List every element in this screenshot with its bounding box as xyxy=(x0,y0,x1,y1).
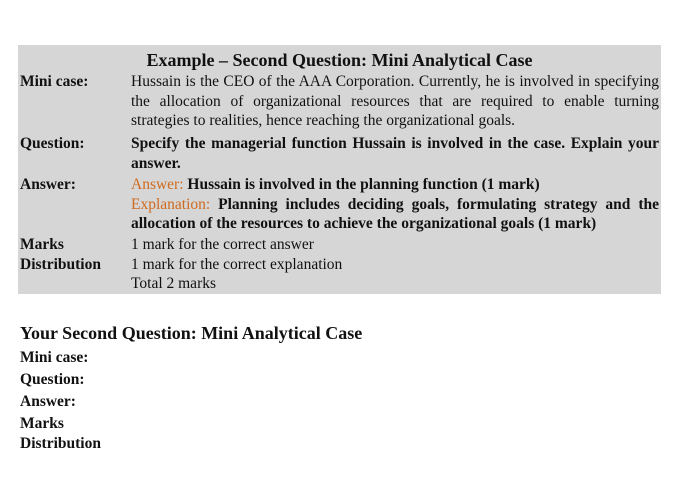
explanation-prefix: Explanation: xyxy=(131,195,211,213)
answer-label: Answer: xyxy=(20,176,76,193)
answer-text: Hussain is involved in the planning function (1 mark) xyxy=(187,176,540,193)
marks-line-answer: 1 mark for the correct answer xyxy=(131,236,314,253)
your-marks-label-line2: Distribution xyxy=(20,434,101,452)
your-marks-distribution-label xyxy=(20,414,101,453)
explanation-text: Planning includes deciding goals, formulating strategy and the allocation of the resources to achieve the organizational goals (1 mark) xyxy=(131,195,660,232)
explanation-line xyxy=(131,196,659,233)
your-answer-label: Answer: xyxy=(20,393,76,410)
marks-distribution-list xyxy=(131,235,659,294)
example-box xyxy=(18,45,661,294)
marks-line-total: Total 2 marks xyxy=(131,275,217,292)
marks-line-explanation: 1 mark for the correct explanation xyxy=(131,255,343,273)
answer-line xyxy=(131,175,659,195)
mini-case-label: Mini case: xyxy=(20,73,89,90)
marks-distribution-label xyxy=(20,235,101,274)
mini-case-text: Hussain is the CEO of the AAA Corporation. Currently, he is involved in specifying the allocation of organizational resources that are required to enable turning strategies to realities, hence reaching the organizational goals. xyxy=(131,73,659,129)
your-marks-label-line1: Marks xyxy=(20,415,64,432)
answer-block xyxy=(131,175,659,234)
question-label: Question: xyxy=(20,135,85,152)
your-question-title: Your Second Question: Mini Analytical Case xyxy=(20,323,363,343)
marks-label-line1: Marks xyxy=(20,236,64,253)
example-title: Example – Second Question: Mini Analytical Case xyxy=(146,50,533,70)
your-question-label: Question: xyxy=(20,371,85,388)
your-mini-case-label: Mini case: xyxy=(20,349,89,366)
question-text: Specify the managerial function Hussain is involved in the case. Explain your answer. xyxy=(131,135,659,172)
marks-label-line2: Distribution xyxy=(20,255,101,273)
answer-prefix: Answer: xyxy=(131,176,184,193)
